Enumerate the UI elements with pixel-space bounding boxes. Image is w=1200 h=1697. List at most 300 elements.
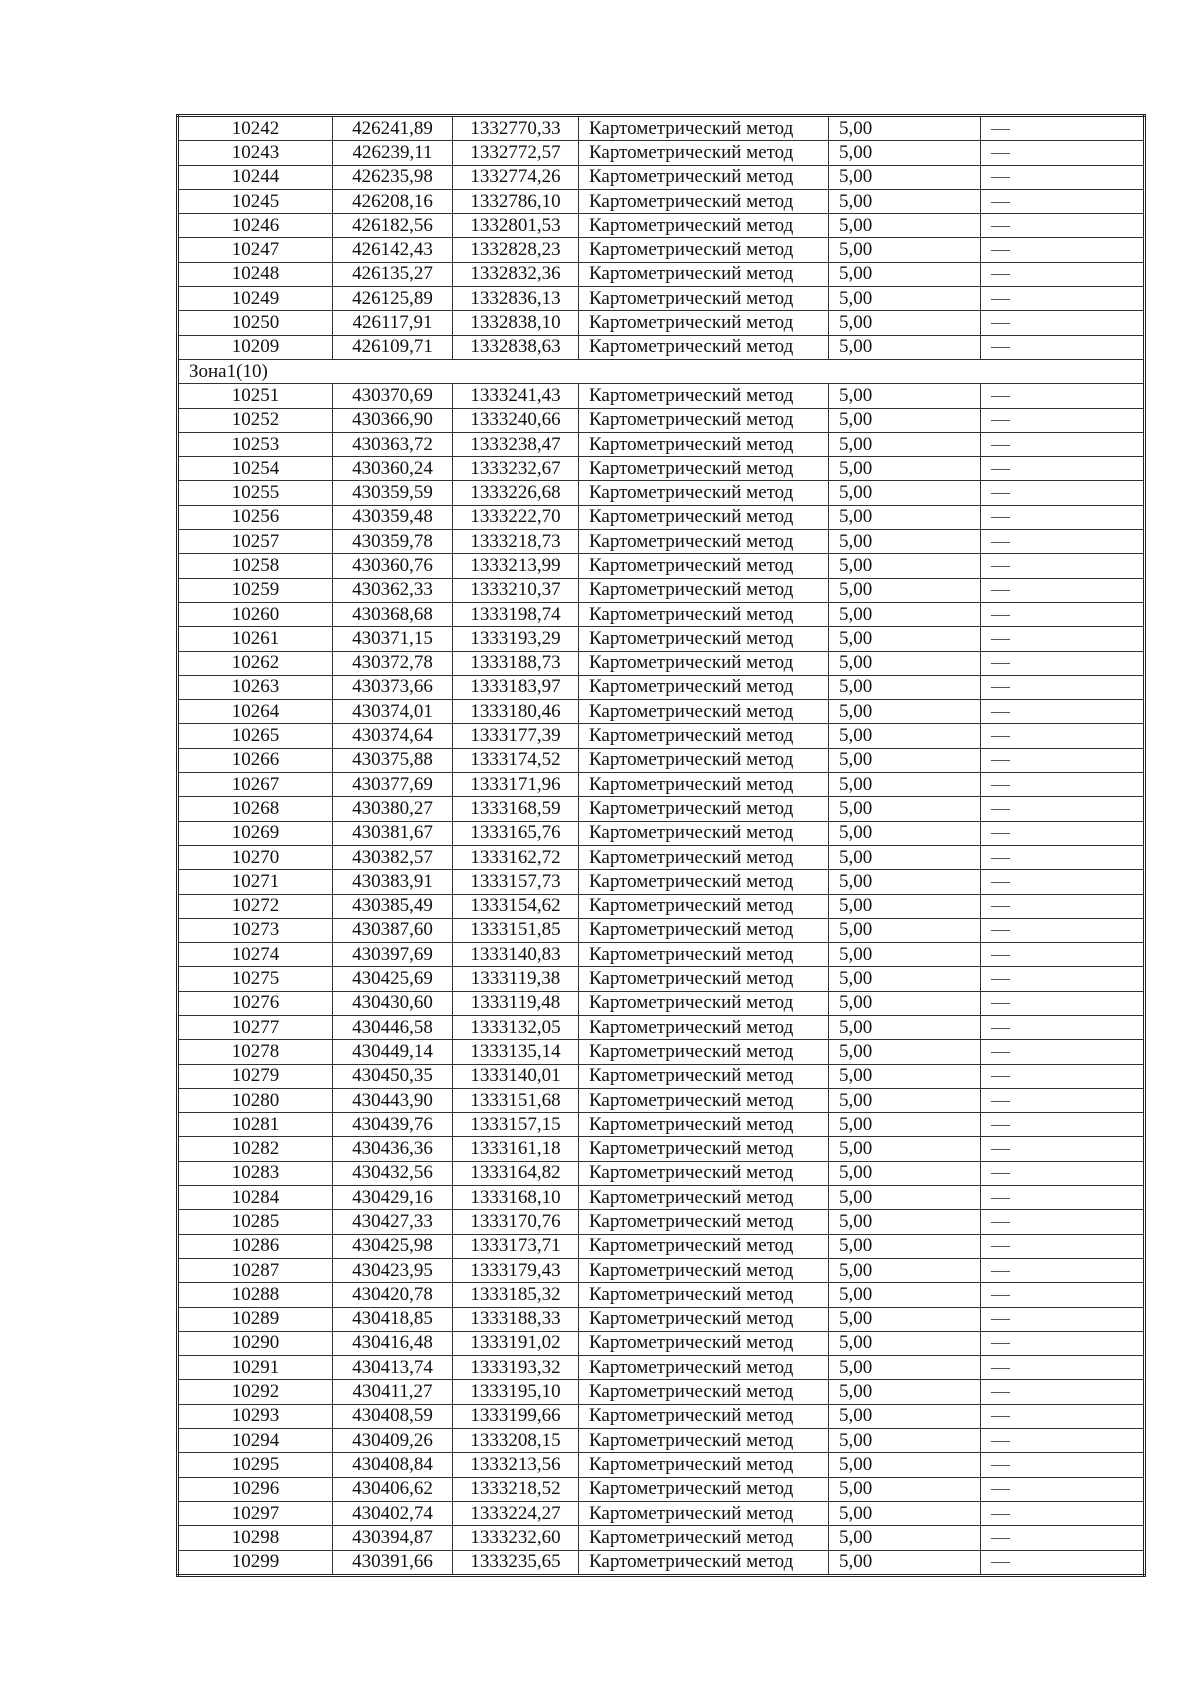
point-number-cell: 10258 bbox=[178, 554, 333, 578]
point-number-cell: 10268 bbox=[178, 797, 333, 821]
x-coordinate-cell: 430371,15 bbox=[333, 627, 453, 651]
table-row bbox=[178, 870, 1145, 894]
description-cell: — bbox=[981, 335, 1145, 359]
x-coordinate-cell: 426142,43 bbox=[333, 238, 453, 262]
table-row bbox=[178, 262, 1145, 286]
x-coordinate-cell: 430359,78 bbox=[333, 530, 453, 554]
accuracy-cell: 5,00 bbox=[829, 1186, 981, 1210]
method-cell: Картометрический метод bbox=[579, 967, 829, 991]
description-cell: — bbox=[981, 1380, 1145, 1404]
point-number-cell: 10254 bbox=[178, 457, 333, 481]
y-coordinate-cell: 1332772,57 bbox=[453, 141, 579, 165]
description-cell: — bbox=[981, 1283, 1145, 1307]
point-number-cell: 10265 bbox=[178, 724, 333, 748]
accuracy-cell: 5,00 bbox=[829, 1331, 981, 1355]
x-coordinate-cell: 426235,98 bbox=[333, 165, 453, 189]
accuracy-cell: 5,00 bbox=[829, 432, 981, 456]
description-cell: — bbox=[981, 700, 1145, 724]
point-number-cell: 10287 bbox=[178, 1258, 333, 1282]
accuracy-cell: 5,00 bbox=[829, 967, 981, 991]
point-number-cell: 10290 bbox=[178, 1331, 333, 1355]
description-cell: — bbox=[981, 1356, 1145, 1380]
table-row bbox=[178, 1526, 1145, 1550]
accuracy-cell: 5,00 bbox=[829, 651, 981, 675]
accuracy-cell: 5,00 bbox=[829, 335, 981, 359]
point-number-cell: 10277 bbox=[178, 1015, 333, 1039]
method-cell: Картометрический метод bbox=[579, 1356, 829, 1380]
accuracy-cell: 5,00 bbox=[829, 724, 981, 748]
x-coordinate-cell: 430402,74 bbox=[333, 1501, 453, 1525]
y-coordinate-cell: 1333180,46 bbox=[453, 700, 579, 724]
x-coordinate-cell: 430373,66 bbox=[333, 675, 453, 699]
x-coordinate-cell: 430381,67 bbox=[333, 821, 453, 845]
point-number-cell: 10271 bbox=[178, 870, 333, 894]
method-cell: Картометрический метод bbox=[579, 189, 829, 213]
method-cell: Картометрический метод bbox=[579, 821, 829, 845]
point-number-cell: 10253 bbox=[178, 432, 333, 456]
description-cell: — bbox=[981, 165, 1145, 189]
description-cell: — bbox=[981, 554, 1145, 578]
table-row bbox=[178, 1258, 1145, 1282]
accuracy-cell: 5,00 bbox=[829, 238, 981, 262]
point-number-cell: 10257 bbox=[178, 530, 333, 554]
accuracy-cell: 5,00 bbox=[829, 287, 981, 311]
table-row bbox=[178, 238, 1145, 262]
y-coordinate-cell: 1333157,73 bbox=[453, 870, 579, 894]
description-cell: — bbox=[981, 238, 1145, 262]
y-coordinate-cell: 1333168,10 bbox=[453, 1186, 579, 1210]
point-number-cell: 10255 bbox=[178, 481, 333, 505]
accuracy-cell: 5,00 bbox=[829, 1040, 981, 1064]
x-coordinate-cell: 430391,66 bbox=[333, 1550, 453, 1575]
point-number-cell: 10284 bbox=[178, 1186, 333, 1210]
y-coordinate-cell: 1333210,37 bbox=[453, 578, 579, 602]
y-coordinate-cell: 1332801,53 bbox=[453, 214, 579, 238]
y-coordinate-cell: 1333224,27 bbox=[453, 1501, 579, 1525]
description-cell: — bbox=[981, 287, 1145, 311]
accuracy-cell: 5,00 bbox=[829, 505, 981, 529]
accuracy-cell: 5,00 bbox=[829, 116, 981, 141]
accuracy-cell: 5,00 bbox=[829, 1380, 981, 1404]
table-row bbox=[178, 773, 1145, 797]
accuracy-cell: 5,00 bbox=[829, 870, 981, 894]
description-cell: — bbox=[981, 432, 1145, 456]
description-cell: — bbox=[981, 773, 1145, 797]
point-number-cell: 10245 bbox=[178, 189, 333, 213]
table-row bbox=[178, 1064, 1145, 1088]
method-cell: Картометрический метод bbox=[579, 1258, 829, 1282]
point-number-cell: 10246 bbox=[178, 214, 333, 238]
description-cell: — bbox=[981, 1186, 1145, 1210]
table-row bbox=[178, 1040, 1145, 1064]
method-cell: Картометрический метод bbox=[579, 943, 829, 967]
table-row bbox=[178, 116, 1145, 141]
accuracy-cell: 5,00 bbox=[829, 262, 981, 286]
x-coordinate-cell: 430409,26 bbox=[333, 1429, 453, 1453]
table-row bbox=[178, 530, 1145, 554]
x-coordinate-cell: 430450,35 bbox=[333, 1064, 453, 1088]
description-cell: — bbox=[981, 1429, 1145, 1453]
table-row bbox=[178, 748, 1145, 772]
x-coordinate-cell: 430418,85 bbox=[333, 1307, 453, 1331]
point-number-cell: 10250 bbox=[178, 311, 333, 335]
table-row bbox=[178, 505, 1145, 529]
point-number-cell: 10288 bbox=[178, 1283, 333, 1307]
accuracy-cell: 5,00 bbox=[829, 700, 981, 724]
table-row bbox=[178, 1429, 1145, 1453]
method-cell: Картометрический метод bbox=[579, 1113, 829, 1137]
x-coordinate-cell: 430411,27 bbox=[333, 1380, 453, 1404]
accuracy-cell: 5,00 bbox=[829, 1064, 981, 1088]
table-row bbox=[178, 627, 1145, 651]
point-number-cell: 10278 bbox=[178, 1040, 333, 1064]
accuracy-cell: 5,00 bbox=[829, 845, 981, 869]
table-row bbox=[178, 578, 1145, 602]
method-cell: Картометрический метод bbox=[579, 918, 829, 942]
method-cell: Картометрический метод bbox=[579, 1040, 829, 1064]
x-coordinate-cell: 426109,71 bbox=[333, 335, 453, 359]
description-cell: — bbox=[981, 1064, 1145, 1088]
description-cell: — bbox=[981, 870, 1145, 894]
y-coordinate-cell: 1333151,68 bbox=[453, 1088, 579, 1112]
table-row bbox=[178, 1113, 1145, 1137]
point-number-cell: 10262 bbox=[178, 651, 333, 675]
method-cell: Картометрический метод bbox=[579, 627, 829, 651]
method-cell: Картометрический метод bbox=[579, 1501, 829, 1525]
point-number-cell: 10291 bbox=[178, 1356, 333, 1380]
table-row bbox=[178, 384, 1145, 408]
y-coordinate-cell: 1333174,52 bbox=[453, 748, 579, 772]
description-cell: — bbox=[981, 845, 1145, 869]
accuracy-cell: 5,00 bbox=[829, 821, 981, 845]
accuracy-cell: 5,00 bbox=[829, 189, 981, 213]
description-cell: — bbox=[981, 1161, 1145, 1185]
accuracy-cell: 5,00 bbox=[829, 141, 981, 165]
x-coordinate-cell: 430377,69 bbox=[333, 773, 453, 797]
y-coordinate-cell: 1333218,73 bbox=[453, 530, 579, 554]
table-row bbox=[178, 1477, 1145, 1501]
point-number-cell: 10259 bbox=[178, 578, 333, 602]
point-number-cell: 10294 bbox=[178, 1429, 333, 1453]
x-coordinate-cell: 430363,72 bbox=[333, 432, 453, 456]
table-row bbox=[178, 335, 1145, 359]
description-cell: — bbox=[981, 602, 1145, 626]
table-row bbox=[178, 700, 1145, 724]
accuracy-cell: 5,00 bbox=[829, 1429, 981, 1453]
x-coordinate-cell: 430443,90 bbox=[333, 1088, 453, 1112]
x-coordinate-cell: 430436,36 bbox=[333, 1137, 453, 1161]
x-coordinate-cell: 430416,48 bbox=[333, 1331, 453, 1355]
point-number-cell: 10293 bbox=[178, 1404, 333, 1428]
y-coordinate-cell: 1333170,76 bbox=[453, 1210, 579, 1234]
description-cell: — bbox=[981, 1113, 1145, 1137]
accuracy-cell: 5,00 bbox=[829, 1161, 981, 1185]
method-cell: Картометрический метод bbox=[579, 870, 829, 894]
method-cell: Картометрический метод bbox=[579, 481, 829, 505]
point-number-cell: 10243 bbox=[178, 141, 333, 165]
table-row bbox=[178, 1331, 1145, 1355]
accuracy-cell: 5,00 bbox=[829, 1113, 981, 1137]
x-coordinate-cell: 426182,56 bbox=[333, 214, 453, 238]
point-number-cell: 10289 bbox=[178, 1307, 333, 1331]
method-cell: Картометрический метод bbox=[579, 1526, 829, 1550]
accuracy-cell: 5,00 bbox=[829, 1234, 981, 1258]
point-number-cell: 10263 bbox=[178, 675, 333, 699]
coordinates-table bbox=[176, 114, 1146, 1577]
method-cell: Картометрический метод bbox=[579, 700, 829, 724]
y-coordinate-cell: 1333168,59 bbox=[453, 797, 579, 821]
table-row bbox=[178, 602, 1145, 626]
point-number-cell: 10209 bbox=[178, 335, 333, 359]
x-coordinate-cell: 426117,91 bbox=[333, 311, 453, 335]
y-coordinate-cell: 1333119,38 bbox=[453, 967, 579, 991]
y-coordinate-cell: 1333132,05 bbox=[453, 1015, 579, 1039]
accuracy-cell: 5,00 bbox=[829, 408, 981, 432]
table-row bbox=[178, 1283, 1145, 1307]
accuracy-cell: 5,00 bbox=[829, 1015, 981, 1039]
y-coordinate-cell: 1333240,66 bbox=[453, 408, 579, 432]
description-cell: — bbox=[981, 1526, 1145, 1550]
table-row bbox=[178, 141, 1145, 165]
x-coordinate-cell: 430446,58 bbox=[333, 1015, 453, 1039]
y-coordinate-cell: 1332786,10 bbox=[453, 189, 579, 213]
point-number-cell: 10247 bbox=[178, 238, 333, 262]
y-coordinate-cell: 1333165,76 bbox=[453, 821, 579, 845]
accuracy-cell: 5,00 bbox=[829, 1404, 981, 1428]
description-cell: — bbox=[981, 214, 1145, 238]
x-coordinate-cell: 430359,48 bbox=[333, 505, 453, 529]
point-number-cell: 10286 bbox=[178, 1234, 333, 1258]
table-row bbox=[178, 1453, 1145, 1477]
accuracy-cell: 5,00 bbox=[829, 991, 981, 1015]
y-coordinate-cell: 1333154,62 bbox=[453, 894, 579, 918]
point-number-cell: 10270 bbox=[178, 845, 333, 869]
x-coordinate-cell: 430406,62 bbox=[333, 1477, 453, 1501]
method-cell: Картометрический метод bbox=[579, 238, 829, 262]
description-cell: — bbox=[981, 797, 1145, 821]
point-number-cell: 10261 bbox=[178, 627, 333, 651]
method-cell: Картометрический метод bbox=[579, 141, 829, 165]
x-coordinate-cell: 430368,68 bbox=[333, 602, 453, 626]
table-row bbox=[178, 214, 1145, 238]
table-row bbox=[178, 165, 1145, 189]
x-coordinate-cell: 430408,84 bbox=[333, 1453, 453, 1477]
description-cell: — bbox=[981, 384, 1145, 408]
x-coordinate-cell: 430394,87 bbox=[333, 1526, 453, 1550]
method-cell: Картометрический метод bbox=[579, 432, 829, 456]
description-cell: — bbox=[981, 1137, 1145, 1161]
method-cell: Картометрический метод bbox=[579, 724, 829, 748]
description-cell: — bbox=[981, 481, 1145, 505]
point-number-cell: 10292 bbox=[178, 1380, 333, 1404]
description-cell: — bbox=[981, 675, 1145, 699]
accuracy-cell: 5,00 bbox=[829, 602, 981, 626]
accuracy-cell: 5,00 bbox=[829, 554, 981, 578]
point-number-cell: 10252 bbox=[178, 408, 333, 432]
accuracy-cell: 5,00 bbox=[829, 165, 981, 189]
method-cell: Картометрический метод bbox=[579, 1186, 829, 1210]
description-cell: — bbox=[981, 1501, 1145, 1525]
table-row bbox=[178, 554, 1145, 578]
description-cell: — bbox=[981, 748, 1145, 772]
y-coordinate-cell: 1333185,32 bbox=[453, 1283, 579, 1307]
accuracy-cell: 5,00 bbox=[829, 675, 981, 699]
point-number-cell: 10256 bbox=[178, 505, 333, 529]
description-cell: — bbox=[981, 918, 1145, 942]
accuracy-cell: 5,00 bbox=[829, 894, 981, 918]
table-row bbox=[178, 1015, 1145, 1039]
point-number-cell: 10283 bbox=[178, 1161, 333, 1185]
y-coordinate-cell: 1333232,60 bbox=[453, 1526, 579, 1550]
description-cell: — bbox=[981, 821, 1145, 845]
accuracy-cell: 5,00 bbox=[829, 1550, 981, 1575]
x-coordinate-cell: 430449,14 bbox=[333, 1040, 453, 1064]
accuracy-cell: 5,00 bbox=[829, 1210, 981, 1234]
method-cell: Картометрический метод bbox=[579, 1477, 829, 1501]
description-cell: — bbox=[981, 530, 1145, 554]
description-cell: — bbox=[981, 1477, 1145, 1501]
x-coordinate-cell: 430413,74 bbox=[333, 1356, 453, 1380]
accuracy-cell: 5,00 bbox=[829, 578, 981, 602]
accuracy-cell: 5,00 bbox=[829, 748, 981, 772]
table-row bbox=[178, 991, 1145, 1015]
method-cell: Картометрический метод bbox=[579, 408, 829, 432]
x-coordinate-cell: 430375,88 bbox=[333, 748, 453, 772]
accuracy-cell: 5,00 bbox=[829, 1283, 981, 1307]
method-cell: Картометрический метод bbox=[579, 894, 829, 918]
y-coordinate-cell: 1333198,74 bbox=[453, 602, 579, 626]
y-coordinate-cell: 1333191,02 bbox=[453, 1331, 579, 1355]
method-cell: Картометрический метод bbox=[579, 384, 829, 408]
table-row bbox=[178, 481, 1145, 505]
method-cell: Картометрический метод bbox=[579, 845, 829, 869]
y-coordinate-cell: 1333238,47 bbox=[453, 432, 579, 456]
y-coordinate-cell: 1333179,43 bbox=[453, 1258, 579, 1282]
x-coordinate-cell: 430360,76 bbox=[333, 554, 453, 578]
x-coordinate-cell: 430374,64 bbox=[333, 724, 453, 748]
description-cell: — bbox=[981, 1258, 1145, 1282]
point-number-cell: 10269 bbox=[178, 821, 333, 845]
method-cell: Картометрический метод bbox=[579, 1088, 829, 1112]
y-coordinate-cell: 1332836,13 bbox=[453, 287, 579, 311]
table-row bbox=[178, 724, 1145, 748]
method-cell: Картометрический метод bbox=[579, 1331, 829, 1355]
table-row bbox=[178, 408, 1145, 432]
table-row bbox=[178, 311, 1145, 335]
y-coordinate-cell: 1333140,01 bbox=[453, 1064, 579, 1088]
point-number-cell: 10279 bbox=[178, 1064, 333, 1088]
description-cell: — bbox=[981, 943, 1145, 967]
description-cell: — bbox=[981, 1015, 1145, 1039]
point-number-cell: 10285 bbox=[178, 1210, 333, 1234]
x-coordinate-cell: 430374,01 bbox=[333, 700, 453, 724]
x-coordinate-cell: 430362,33 bbox=[333, 578, 453, 602]
y-coordinate-cell: 1333183,97 bbox=[453, 675, 579, 699]
table-row bbox=[178, 1501, 1145, 1525]
description-cell: — bbox=[981, 1040, 1145, 1064]
description-cell: — bbox=[981, 651, 1145, 675]
method-cell: Картометрический метод bbox=[579, 311, 829, 335]
y-coordinate-cell: 1333193,29 bbox=[453, 627, 579, 651]
x-coordinate-cell: 426125,89 bbox=[333, 287, 453, 311]
y-coordinate-cell: 1332838,10 bbox=[453, 311, 579, 335]
description-cell: — bbox=[981, 1234, 1145, 1258]
table-row bbox=[178, 1186, 1145, 1210]
accuracy-cell: 5,00 bbox=[829, 214, 981, 238]
y-coordinate-cell: 1333119,48 bbox=[453, 991, 579, 1015]
point-number-cell: 10275 bbox=[178, 967, 333, 991]
y-coordinate-cell: 1333218,52 bbox=[453, 1477, 579, 1501]
x-coordinate-cell: 430382,57 bbox=[333, 845, 453, 869]
table-row bbox=[178, 943, 1145, 967]
point-number-cell: 10280 bbox=[178, 1088, 333, 1112]
point-number-cell: 10242 bbox=[178, 116, 333, 141]
accuracy-cell: 5,00 bbox=[829, 1258, 981, 1282]
table-row bbox=[178, 1234, 1145, 1258]
table-row bbox=[178, 1550, 1145, 1575]
description-cell: — bbox=[981, 967, 1145, 991]
table-row bbox=[178, 821, 1145, 845]
y-coordinate-cell: 1333162,72 bbox=[453, 845, 579, 869]
y-coordinate-cell: 1333140,83 bbox=[453, 943, 579, 967]
table-row bbox=[178, 894, 1145, 918]
method-cell: Картометрический метод bbox=[579, 116, 829, 141]
method-cell: Картометрический метод bbox=[579, 457, 829, 481]
method-cell: Картометрический метод bbox=[579, 165, 829, 189]
accuracy-cell: 5,00 bbox=[829, 1088, 981, 1112]
point-number-cell: 10296 bbox=[178, 1477, 333, 1501]
point-number-cell: 10249 bbox=[178, 287, 333, 311]
coordinates-group-1 bbox=[178, 116, 1145, 360]
method-cell: Картометрический метод bbox=[579, 1550, 829, 1575]
table-row bbox=[178, 1210, 1145, 1234]
accuracy-cell: 5,00 bbox=[829, 773, 981, 797]
description-cell: — bbox=[981, 578, 1145, 602]
accuracy-cell: 5,00 bbox=[829, 943, 981, 967]
y-coordinate-cell: 1333177,39 bbox=[453, 724, 579, 748]
description-cell: — bbox=[981, 1210, 1145, 1234]
description-cell: — bbox=[981, 116, 1145, 141]
method-cell: Картометрический метод bbox=[579, 991, 829, 1015]
accuracy-cell: 5,00 bbox=[829, 1137, 981, 1161]
description-cell: — bbox=[981, 894, 1145, 918]
y-coordinate-cell: 1333151,85 bbox=[453, 918, 579, 942]
point-number-cell: 10298 bbox=[178, 1526, 333, 1550]
y-coordinate-cell: 1333222,70 bbox=[453, 505, 579, 529]
method-cell: Картометрический метод bbox=[579, 287, 829, 311]
point-number-cell: 10299 bbox=[178, 1550, 333, 1575]
method-cell: Картометрический метод bbox=[579, 1064, 829, 1088]
x-coordinate-cell: 430425,69 bbox=[333, 967, 453, 991]
point-number-cell: 10273 bbox=[178, 918, 333, 942]
y-coordinate-cell: 1333241,43 bbox=[453, 384, 579, 408]
description-cell: — bbox=[981, 311, 1145, 335]
description-cell: — bbox=[981, 1088, 1145, 1112]
x-coordinate-cell: 430427,33 bbox=[333, 1210, 453, 1234]
x-coordinate-cell: 426208,16 bbox=[333, 189, 453, 213]
y-coordinate-cell: 1333235,65 bbox=[453, 1550, 579, 1575]
description-cell: — bbox=[981, 505, 1145, 529]
description-cell: — bbox=[981, 1453, 1145, 1477]
x-coordinate-cell: 430380,27 bbox=[333, 797, 453, 821]
table-row bbox=[178, 967, 1145, 991]
table-row bbox=[178, 1161, 1145, 1185]
y-coordinate-cell: 1333232,67 bbox=[453, 457, 579, 481]
table-row bbox=[178, 287, 1145, 311]
accuracy-cell: 5,00 bbox=[829, 384, 981, 408]
accuracy-cell: 5,00 bbox=[829, 1477, 981, 1501]
method-cell: Картометрический метод bbox=[579, 530, 829, 554]
